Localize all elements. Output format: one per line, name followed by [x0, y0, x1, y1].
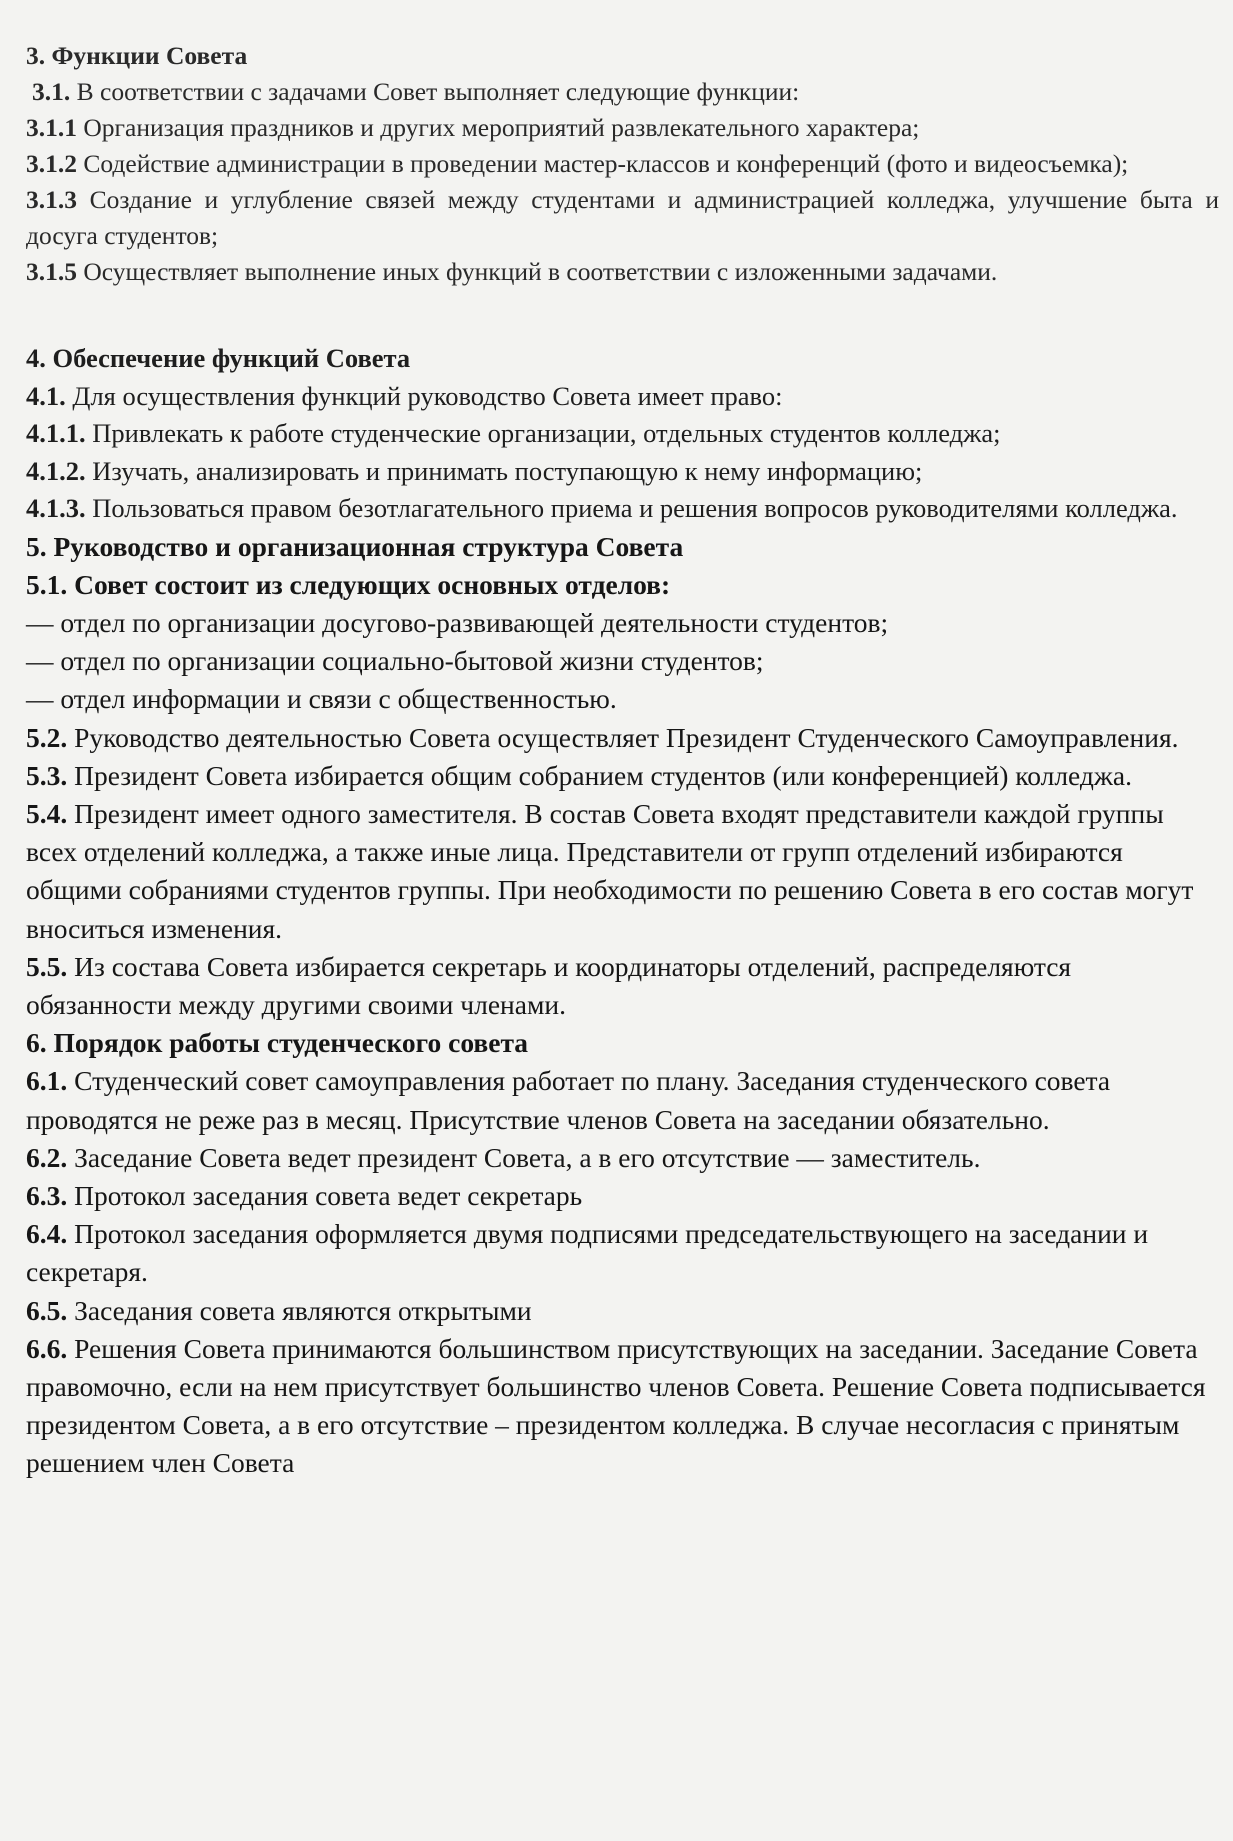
clause-number: 6.2.	[26, 1141, 68, 1173]
clause-text: Заседание Совета ведет президент Совета, а в его отсутствие — заместитель.	[67, 1141, 981, 1173]
clause-text: Содействие администрации в проведении мастер-классов и конференций (фото и видеосъемка);	[77, 149, 1129, 178]
clause-text: Организация праздников и других мероприятий развлекательного характера;	[77, 113, 920, 142]
clause-text: Пользоваться правом безотлагательного приема и решения вопросов руководителями колледжа.	[85, 493, 1178, 523]
paragraph-4-1-3	[26, 490, 1219, 528]
clause-number: 4.1.1.	[26, 418, 86, 448]
section-5	[26, 528, 1219, 1025]
clause-number: 5.2.	[26, 721, 68, 753]
clause-number: 3.1.3	[26, 185, 77, 214]
clause-text: Заседания совета являются открытыми	[67, 1294, 532, 1326]
paragraph-3-1-5	[26, 254, 1219, 290]
clause-number: 3.1.1	[26, 113, 77, 142]
clause-number: 3.1.	[32, 77, 71, 106]
section-5-heading: 5. Руководство и организационная структура Совета	[26, 530, 684, 562]
paragraph-5-4	[26, 795, 1219, 948]
section-6	[26, 1024, 1219, 1482]
paragraph-6-5	[26, 1292, 1219, 1330]
section-3-heading: 3. Функции Совета	[26, 41, 248, 70]
paragraph-4-1-2	[26, 453, 1219, 491]
clause-text: Протокол заседания совета ведет секретарь	[67, 1179, 583, 1211]
paragraph-6-1	[26, 1062, 1219, 1138]
section-6-heading: 6. Порядок работы студенческого совета	[26, 1027, 529, 1059]
paragraph-3-1-2	[26, 146, 1219, 182]
section-4-heading: 4. Обеспечение функций Совета	[26, 343, 411, 373]
clause-text: Президент Совета избирается общим собранием студентов (или конференцией) колледжа.	[67, 759, 1132, 791]
clause-number: 3.1.5	[26, 257, 77, 286]
clause-number: 4.1.	[26, 380, 66, 411]
clause-text: Для осуществления функций руководство Совета имеет право:	[65, 380, 783, 411]
paragraph-3-1-1	[26, 110, 1219, 146]
paragraph-3-1-3	[26, 182, 1219, 254]
clause-number: 4.1.2.	[26, 455, 86, 486]
clause-text: Решения Совета принимаются большинством присутствующих на заседании. Заседание Совета правомочно, если на нем присутствует большинство членов Совета. Решение Совета подписывается президентом Совета, а в его отсутствие – президентом колледжа. В случае несогласия с принятым решением член Совета	[26, 1332, 1206, 1479]
paragraph-5-2	[26, 719, 1219, 757]
clause-text: Студенческий совет самоуправления работает по плану. Заседания студенческого совета проводятся не реже раз в месяц. Присутствие членов Совета на заседании обязательно.	[26, 1065, 1111, 1135]
paragraph-6-2	[26, 1139, 1219, 1177]
clause-text: Президент имеет одного заместителя. В состав Совета входят представители каждой группы всех отделений колледжа, а также иные лица. Представители от групп отделений избираются общими собраниями студентов группы. При необходимости по решению Совета в его состав могут вноситься изменения.	[26, 797, 1194, 944]
clause-text: Изучать, анализировать и принимать поступающую к нему информацию;	[85, 455, 923, 486]
clause-number: 6.1.	[26, 1065, 68, 1097]
clause-number: 6.4.	[26, 1218, 68, 1250]
paragraph-6-3	[26, 1177, 1219, 1215]
clause-text: Из состава Совета избирается секретарь и координаторы отделений, распределяются обязанности между другими своими членами.	[26, 950, 1072, 1020]
clause-text: В соответствии с задачами Совет выполняет следующие функции:	[70, 77, 800, 106]
clause-number: 4.1.3.	[26, 493, 86, 523]
clause-text: Протокол заседания оформляется двумя подписями председательствующего на заседании и секретаря.	[26, 1218, 1149, 1288]
paragraph-4-1	[26, 378, 1219, 416]
paragraph-4-1-1	[26, 415, 1219, 453]
section-gap	[26, 290, 1219, 340]
clause-text: Привлекать к работе студенческие организации, отдельных студентов колледжа;	[85, 418, 1001, 448]
clause-number: 3.1.2	[26, 149, 77, 178]
clause-number: 5.5.	[26, 950, 68, 982]
clause-text: Создание и углубление связей между студентами и администрацией колледжа, улучшение быта и досуга студентов;	[26, 185, 1219, 250]
clause-number: 6.3.	[26, 1179, 68, 1211]
clause-text: Руководство деятельностью Совета осуществляет Президент Студенческого Самоуправления.	[67, 721, 1179, 753]
list-item: — отдел по организации социально-бытовой жизни студентов;	[26, 645, 764, 677]
paragraph-5-5	[26, 948, 1219, 1024]
clause-number: 5.3.	[26, 759, 68, 791]
paragraph-5-3	[26, 757, 1219, 795]
clause-text: Осуществляет выполнение иных функций в соответствии с изложенными задачами.	[77, 257, 998, 286]
list-item: — отдел по организации досугово-развивающей деятельности студентов;	[26, 606, 889, 638]
list-item: — отдел информации и связи с общественностью.	[26, 683, 617, 715]
section-4	[26, 340, 1219, 528]
paragraph-6-4	[26, 1215, 1219, 1291]
clause-number: 5.4.	[26, 797, 68, 829]
section-5-1-subheading: 5.1. Совет состоит из следующих основных отделов:	[26, 568, 671, 600]
clause-number: 6.5.	[26, 1294, 68, 1326]
section-3	[26, 38, 1219, 290]
paragraph-6-6	[26, 1330, 1219, 1483]
clause-number: 6.6.	[26, 1332, 68, 1364]
paragraph-3-1	[26, 74, 1219, 110]
